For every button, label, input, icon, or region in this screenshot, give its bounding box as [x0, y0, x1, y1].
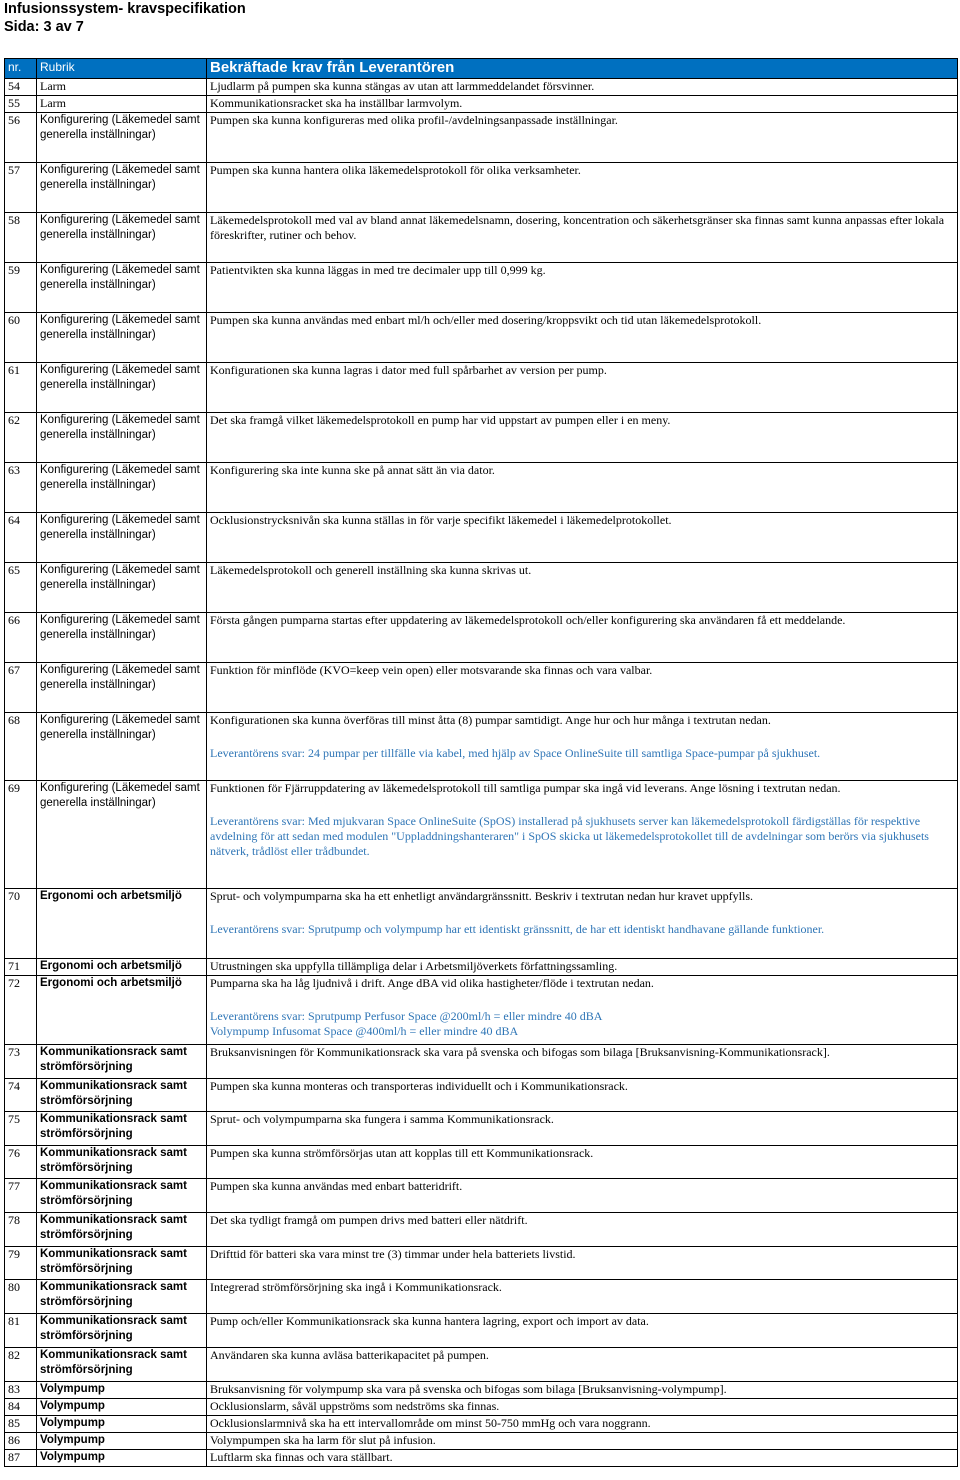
requirement-text: Pumpen ska kunna strömförsörjas utan att kopplas till ett Kommunikationsrack.	[210, 1146, 594, 1160]
row-rubrik: Volympump	[37, 1399, 207, 1416]
table-row	[5, 1348, 958, 1382]
row-requirement	[207, 781, 958, 889]
row-requirement	[207, 976, 958, 1045]
row-number: 77	[5, 1179, 37, 1213]
row-number: 60	[5, 313, 37, 363]
row-number: 54	[5, 79, 37, 96]
table-row	[5, 1213, 958, 1247]
table-header-row	[5, 59, 958, 79]
requirement-text: Ljudlarm på pumpen ska kunna stängas av utan att larmmeddelandet försvinner.	[210, 79, 595, 93]
row-requirement	[207, 889, 958, 959]
row-number: 74	[5, 1079, 37, 1112]
table-row	[5, 513, 958, 563]
requirement-text: Första gången pumparna startas efter uppdatering av läkemedelsprotokoll och/eller konfigurering ska användaren få ett meddelande.	[210, 613, 846, 627]
table-row	[5, 976, 958, 1045]
row-number: 84	[5, 1399, 37, 1416]
row-number: 76	[5, 1146, 37, 1179]
requirement-text: Ocklusionslarm, såväl uppströms som nedströms ska finnas.	[210, 1399, 500, 1413]
requirement-text: Konfigurationen ska kunna lagras i dator med full spårbarhet av version per pump.	[210, 363, 607, 377]
row-rubrik: Kommunikationsrack samt strömförsörjning	[37, 1045, 207, 1079]
table-row	[5, 96, 958, 113]
row-requirement	[207, 1450, 958, 1467]
table-row	[5, 1112, 958, 1146]
row-number: 67	[5, 663, 37, 713]
row-number: 62	[5, 413, 37, 463]
table-row	[5, 613, 958, 663]
row-requirement	[207, 163, 958, 213]
row-number: 73	[5, 1045, 37, 1079]
requirement-text: Pump och/eller Kommunikationsrack ska kunna hantera lagring, export och import av data.	[210, 1314, 649, 1328]
table-row	[5, 463, 958, 513]
requirements-table	[4, 58, 958, 1467]
requirement-text: Pumpen ska kunna användas med enbart batteridrift.	[210, 1179, 463, 1193]
row-rubrik: Ergonomi och arbetsmiljö	[37, 889, 207, 959]
row-rubrik: Konfigurering (Läkemedel samt generella inställningar)	[37, 463, 207, 513]
row-number: 86	[5, 1433, 37, 1450]
row-rubrik: Kommunikationsrack samt strömförsörjning	[37, 1247, 207, 1280]
row-requirement	[207, 1179, 958, 1213]
row-requirement	[207, 513, 958, 563]
supplier-answer	[210, 1009, 954, 1039]
requirement-text: Ocklusionslarmnivå ska ha ett intervallområde om minst 50-750 mmHg och vara noggrann.	[210, 1416, 651, 1430]
requirement-text: Bruksanvisningen för Kommunikationsrack ska vara på svenska och bifogas som bilaga [Bruksanvisning-Kommunikationsrack].	[210, 1045, 830, 1059]
row-requirement	[207, 463, 958, 513]
row-number: 80	[5, 1280, 37, 1314]
row-requirement	[207, 313, 958, 363]
row-rubrik: Konfigurering (Läkemedel samt generella inställningar)	[37, 413, 207, 463]
table-row	[5, 713, 958, 781]
row-rubrik: Konfigurering (Läkemedel samt generella inställningar)	[37, 713, 207, 781]
row-requirement	[207, 113, 958, 163]
requirement-text: Användaren ska kunna avläsa batterikapacitet på pumpen.	[210, 1348, 489, 1362]
row-number: 70	[5, 889, 37, 959]
row-number: 72	[5, 976, 37, 1045]
row-requirement	[207, 96, 958, 113]
table-row	[5, 889, 958, 959]
requirement-text: Volympumpen ska ha larm för slut på infusion.	[210, 1433, 436, 1447]
row-number: 61	[5, 363, 37, 413]
row-rubrik: Kommunikationsrack samt strömförsörjning	[37, 1112, 207, 1146]
requirement-text: Läkemedelsprotokoll och generell inställning ska kunna skrivas ut.	[210, 563, 532, 577]
row-requirement	[207, 263, 958, 313]
page-number: Sida: 3 av 7	[4, 19, 84, 35]
row-requirement	[207, 1280, 958, 1314]
table-row	[5, 263, 958, 313]
table-row	[5, 163, 958, 213]
requirement-text: Drifttid för batteri ska vara minst tre (3) timmar under hela batteriets livstid.	[210, 1247, 576, 1261]
row-rubrik: Kommunikationsrack samt strömförsörjning	[37, 1314, 207, 1348]
row-number: 83	[5, 1382, 37, 1399]
supplier-answer-line: Leverantörens svar: Med mjukvaran Space OnlineSuite (SpOS) installerad på sjukhusets server kan läkemedelsprotokoll färdigställas för respektive avdelning för att sedan med modulen "Uppladdningshanteraren" i SpOS skicka ut läkemedelsprotokollet till de avdelningar som berörs via sjukhusets nätverk, trådlöst eller trådbundet.	[210, 814, 929, 858]
document-title: Infusionssystem- kravspecifikation	[4, 1, 246, 17]
row-number: 78	[5, 1213, 37, 1247]
row-rubrik: Konfigurering (Läkemedel samt generella inställningar)	[37, 163, 207, 213]
table-row	[5, 1314, 958, 1348]
requirement-text: Pumpen ska kunna hantera olika läkemedelsprotokoll för olika verksamheter.	[210, 163, 581, 177]
row-number: 69	[5, 781, 37, 889]
row-number: 79	[5, 1247, 37, 1280]
table-row	[5, 1146, 958, 1179]
row-requirement	[207, 713, 958, 781]
table-row	[5, 313, 958, 363]
table-row	[5, 663, 958, 713]
requirement-text: Funktion för minflöde (KVO=keep vein open) eller motsvarande ska finnas och vara valbar.	[210, 663, 653, 677]
requirement-text: Pumpen ska kunna monteras och transporteras individuellt och i Kommunikationsrack.	[210, 1079, 628, 1093]
requirement-text: Konfigurering ska inte kunna ske på annat sätt än via dator.	[210, 463, 495, 477]
row-rubrik: Konfigurering (Läkemedel samt generella inställningar)	[37, 563, 207, 613]
requirement-text: Sprut- och volympumparna ska fungera i samma Kommunikationsrack.	[210, 1112, 554, 1126]
row-requirement	[207, 213, 958, 263]
row-number: 87	[5, 1450, 37, 1467]
row-requirement	[207, 363, 958, 413]
requirement-text: Funktionen för Fjärruppdatering av läkemedelsprotokoll till samtliga pumpar ska ingå vid leverans. Ange lösning i textrutan nedan.	[210, 781, 841, 795]
column-header-krav: Bekräftade krav från Leverantören	[207, 59, 958, 79]
requirement-text: Pumpen ska kunna användas med enbart ml/h och/eller med dosering/kroppsvikt och tid utan läkemedelsprotokoll.	[210, 313, 762, 327]
supplier-answer	[210, 814, 954, 859]
row-rubrik: Volympump	[37, 1450, 207, 1467]
row-requirement	[207, 1146, 958, 1179]
row-requirement	[207, 1213, 958, 1247]
row-rubrik: Ergonomi och arbetsmiljö	[37, 976, 207, 1045]
row-number: 66	[5, 613, 37, 663]
requirement-text: Ocklusionstrycksnivån ska kunna ställas in för varje specifikt läkemedel i läkemedelprotokollet.	[210, 513, 672, 527]
row-requirement	[207, 1399, 958, 1416]
row-number: 85	[5, 1416, 37, 1433]
row-rubrik: Kommunikationsrack samt strömförsörjning	[37, 1213, 207, 1247]
table-row	[5, 1450, 958, 1467]
row-rubrik: Kommunikationsrack samt strömförsörjning	[37, 1280, 207, 1314]
row-rubrik: Konfigurering (Läkemedel samt generella inställningar)	[37, 313, 207, 363]
table-row	[5, 1433, 958, 1450]
row-number: 58	[5, 213, 37, 263]
requirement-text: Pumpen ska kunna konfigureras med olika profil-/avdelningsanpassade inställningar.	[210, 113, 618, 127]
row-rubrik: Volympump	[37, 1433, 207, 1450]
row-number: 59	[5, 263, 37, 313]
row-requirement	[207, 1045, 958, 1079]
table-row	[5, 1382, 958, 1399]
requirement-text: Det ska framgå vilket läkemedelsprotokoll en pump har vid uppstart av pumpen eller i en meny.	[210, 413, 671, 427]
column-header-rubrik: Rubrik	[37, 59, 207, 79]
row-number: 71	[5, 959, 37, 976]
row-rubrik: Volympump	[37, 1382, 207, 1399]
table-row	[5, 79, 958, 96]
row-requirement	[207, 563, 958, 613]
row-rubrik: Kommunikationsrack samt strömförsörjning	[37, 1079, 207, 1112]
row-requirement	[207, 613, 958, 663]
requirement-text: Konfigurationen ska kunna överföras till minst åtta (8) pumpar samtidigt. Ange hur och hur många i textrutan nedan.	[210, 713, 771, 727]
row-rubrik: Konfigurering (Läkemedel samt generella inställningar)	[37, 613, 207, 663]
table-row	[5, 563, 958, 613]
row-requirement	[207, 79, 958, 96]
requirement-text: Sprut- och volympumparna ska ha ett enhetligt användargränssnitt. Beskriv i textrutan nedan hur kravet uppfylls.	[210, 889, 753, 903]
requirement-text: Kommunikationsracket ska ha inställbar larmvolym.	[210, 96, 463, 110]
row-number: 64	[5, 513, 37, 563]
row-number: 81	[5, 1314, 37, 1348]
row-rubrik: Konfigurering (Läkemedel samt generella inställningar)	[37, 213, 207, 263]
row-number: 63	[5, 463, 37, 513]
requirement-text: Integrerad strömförsörjning ska ingå i Kommunikationsrack.	[210, 1280, 502, 1294]
row-number: 82	[5, 1348, 37, 1382]
table-row	[5, 781, 958, 889]
row-number: 56	[5, 113, 37, 163]
row-rubrik: Kommunikationsrack samt strömförsörjning	[37, 1348, 207, 1382]
supplier-answer-line: Leverantörens svar: 24 pumpar per tillfälle via kabel, med hjälp av Space OnlineSuite till samtliga Space-pumpar på sjukhuset.	[210, 746, 821, 760]
row-rubrik: Konfigurering (Läkemedel samt generella inställningar)	[37, 513, 207, 563]
table-body	[5, 79, 958, 1467]
row-rubrik: Konfigurering (Läkemedel samt generella inställningar)	[37, 113, 207, 163]
row-requirement	[207, 1416, 958, 1433]
row-rubrik: Kommunikationsrack samt strömförsörjning	[37, 1179, 207, 1213]
supplier-answer-line: Leverantörens svar: Sprutpump Perfusor Space @200ml/h = eller mindre 40 dBA	[210, 1009, 603, 1023]
row-number: 65	[5, 563, 37, 613]
row-requirement	[207, 1247, 958, 1280]
row-requirement	[207, 959, 958, 976]
supplier-answer	[210, 746, 954, 761]
requirement-text: Läkemedelsprotokoll med val av bland annat läkemedelsnamn, dosering, koncentration och säkerhetsgränser ska finnas samt kunna anpassas efter lokala föreskrifter, rutiner och behov.	[210, 213, 945, 242]
requirement-text: Luftlarm ska finnas och vara ställbart.	[210, 1450, 393, 1464]
requirement-text: Pumparna ska ha låg ljudnivå i drift. Ange dBA vid olika hastigheter/flöde i textrutan nedan.	[210, 976, 654, 990]
row-requirement	[207, 1079, 958, 1112]
row-number: 57	[5, 163, 37, 213]
row-rubrik: Volympump	[37, 1416, 207, 1433]
requirement-text: Utrustningen ska uppfylla tillämpliga delar i Arbetsmiljöverkets författningssamling.	[210, 959, 618, 973]
row-number: 68	[5, 713, 37, 781]
row-number: 75	[5, 1112, 37, 1146]
table-row	[5, 413, 958, 463]
row-requirement	[207, 1433, 958, 1450]
row-rubrik: Konfigurering (Läkemedel samt generella inställningar)	[37, 663, 207, 713]
table-row	[5, 1280, 958, 1314]
table-row	[5, 363, 958, 413]
row-requirement	[207, 1382, 958, 1399]
supplier-answer-line: Volympump Infusomat Space @400ml/h = eller mindre 40 dBA	[210, 1024, 519, 1038]
table-row	[5, 1247, 958, 1280]
row-rubrik: Konfigurering (Läkemedel samt generella inställningar)	[37, 263, 207, 313]
row-requirement	[207, 1314, 958, 1348]
row-rubrik: Ergonomi och arbetsmiljö	[37, 959, 207, 976]
requirement-text: Bruksanvisning för volympump ska vara på svenska och bifogas som bilaga [Bruksanvisning-volympump].	[210, 1382, 727, 1396]
table-row	[5, 1179, 958, 1213]
row-requirement	[207, 663, 958, 713]
row-requirement	[207, 413, 958, 463]
document-header	[4, 0, 246, 36]
table-row	[5, 1416, 958, 1433]
table-row	[5, 959, 958, 976]
table-row	[5, 213, 958, 263]
table-row	[5, 1079, 958, 1112]
column-header-nr: nr.	[5, 59, 37, 79]
row-rubrik: Larm	[37, 79, 207, 96]
row-rubrik: Konfigurering (Läkemedel samt generella inställningar)	[37, 363, 207, 413]
table-row	[5, 1045, 958, 1079]
row-rubrik: Kommunikationsrack samt strömförsörjning	[37, 1146, 207, 1179]
row-requirement	[207, 1348, 958, 1382]
table-row	[5, 113, 958, 163]
table-row	[5, 1399, 958, 1416]
row-rubrik: Konfigurering (Läkemedel samt generella inställningar)	[37, 781, 207, 889]
row-requirement	[207, 1112, 958, 1146]
row-number: 55	[5, 96, 37, 113]
row-rubrik: Larm	[37, 96, 207, 113]
supplier-answer	[210, 922, 954, 937]
supplier-answer-line: Leverantörens svar: Sprutpump och volympump har ett identiskt gränssnitt, de har ett identiskt handhavane gällande funktioner.	[210, 922, 825, 936]
requirement-text: Patientvikten ska kunna läggas in med tre decimaler upp till 0,999 kg.	[210, 263, 546, 277]
requirement-text: Det ska tydligt framgå om pumpen drivs med batteri eller nätdrift.	[210, 1213, 528, 1227]
